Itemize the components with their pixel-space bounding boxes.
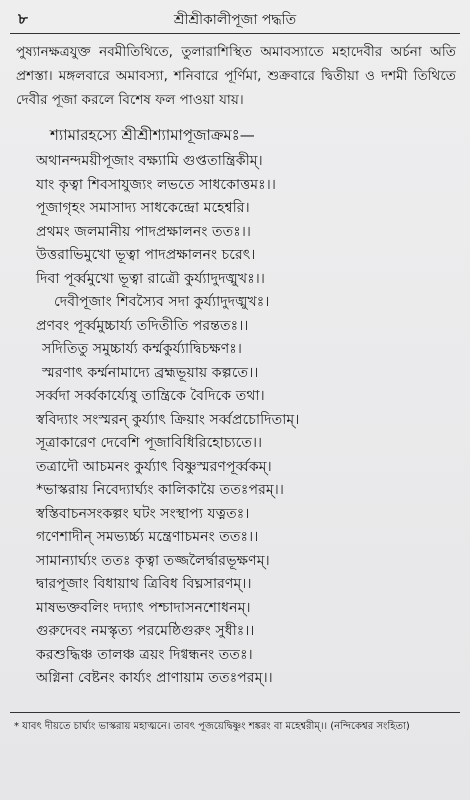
header-divider	[10, 33, 460, 34]
section-heading: শ্যামারহস্যে শ্রীশ্রীশ্যামাপূজাক্রমঃ—	[50, 126, 255, 144]
page-number: ৮	[18, 10, 28, 28]
verse-line: স্ববিদ্যাং সংস্মরন্ কুর্য্যাৎ ক্রিয়াং সর্ব্বপ্রচোদিতাম্।	[36, 411, 300, 428]
verse-line: অথানন্দময়ীপূজাং বক্ষ্যামি গুপ্ততান্ত্রিকীম্।	[36, 153, 263, 169]
verse-line: প্রণবং পূর্ব্বমুচ্চার্য্য তদিতীতি পরন্ততঃ।।	[36, 317, 249, 334]
verse-list	[36, 150, 456, 691]
verse-line: তত্রাদৌ আচমনং কুর্য্যাৎ বিষ্ণুস্মরণপূর্ব্বকম্।	[36, 458, 272, 475]
verse-line: যাং কৃত্বা শিবসাযুজ্যং লভতে সাধকোত্তমঃ।।	[36, 176, 276, 193]
verse-line: অগ্নিনা বেষ্টনং কার্য্যং প্রাণায়াম ততঃপরম্।।	[36, 670, 273, 686]
verse-line: দ্বারপূজাং বিধায়াথ ত্রিবিধ বিঘ্নসারণম্।।	[36, 576, 252, 592]
verse-line: গণেশাদীন্ সমভ্যর্চ্চ্য মন্ত্রেণাচমনং ততঃ।।	[36, 529, 259, 545]
verse-line: করশুদ্ধিঞ্চ তালঞ্চ ত্রয়ং দিগ্বন্ধনং ততঃ।	[36, 646, 253, 663]
verse-line: উত্তরাভিমুখো ভূত্বা পাদপ্রক্ষালনং চরেৎ।	[36, 247, 256, 263]
verse-line: স্বস্তিবাচনসংকল্পং ঘটং সংস্থাপ্য যত্নতঃ।	[36, 505, 250, 522]
verse-line: গুরুদেবং নমস্কৃত্য পরমেষ্ঠিগুরুং সুধীঃ।।	[36, 623, 255, 639]
intro-paragraph: পুষ্যানক্ষত্রযুক্ত নবমীতিথিতে, তুলারাশিস্থিত অমাবস্যাতে মহাদেবীর অর্চনা অতি প্রশস্তা। মঙ্গলবারে অমাবস্যা, শনিবারে পূর্ণিমা, শুক্রবারে দ্বিতীয়া ও দশমী তিথিতে দেবীর পূজা করলে বিশেষ ফল পাওয়া যায়।	[16, 44, 456, 108]
verse-line: প্রথমং জলমানীয় পাদপ্রক্ষালনং ততঃ।।	[36, 223, 251, 240]
verse-line: দিবা পূর্ব্বমুখো ভূত্বা রাত্রৌ কুর্য্যাদুদঙ্মুখঃ।।	[36, 270, 265, 287]
verse-line: পূজাগৃহং সমাসাদ্য সাধকেন্দ্রো মহেশ্বরি।	[36, 200, 250, 216]
verse-line: সামান্যার্ঘ্যং ততঃ কৃত্বা তজ্জলৈর্দ্বারভূক্ষণম্।	[36, 552, 270, 569]
page-header	[0, 6, 470, 32]
verse-line: মাষভক্তবলিং দদ্যাৎ পশ্চাদাসনশোধনম্।	[36, 599, 251, 616]
footnote: * যাবৎ দীয়তে চার্ঘ্যং ভাস্করায় মহাত্মনে। তাবৎ পূজয়েদ্বিষ্ণুং শঙ্করং বা মহেশ্বরীম্।। (নন্দিকেশ্বর সংহিতা)	[14, 721, 410, 732]
verse-line: দেবীপূজাং শিবস্যৈব সদা কুর্য্যাদুদঙ্মুখঃ।	[54, 294, 270, 310]
footnote-divider	[10, 712, 460, 713]
verse-line: সূত্রাকারেণ দেবেশি পূজাবিধিরিহোচ্যতে।।	[36, 435, 263, 451]
verse-line: *ভাস্করায় নিবেদ্যার্ঘ্যং কালিকায়ৈ ততঃপরম্।।	[36, 482, 284, 498]
verse-line: সর্ব্বদা সর্ব্বকার্য্যেষু তান্ত্রিকে বৈদিকে তথা।	[36, 388, 265, 404]
running-title: শ্রীশ্রীকালীপূজা পদ্ধতি	[173, 12, 297, 28]
verse-line: স্মরণাৎ কর্ম্মনামাদ্যে ব্রহ্মভূয়ায় কল্পতে।।	[42, 364, 259, 381]
verse-line: সদিতিতু সমুচ্চার্য্য কর্ম্মকুর্য্যাদ্বিচক্ষণঃ।	[42, 341, 242, 357]
